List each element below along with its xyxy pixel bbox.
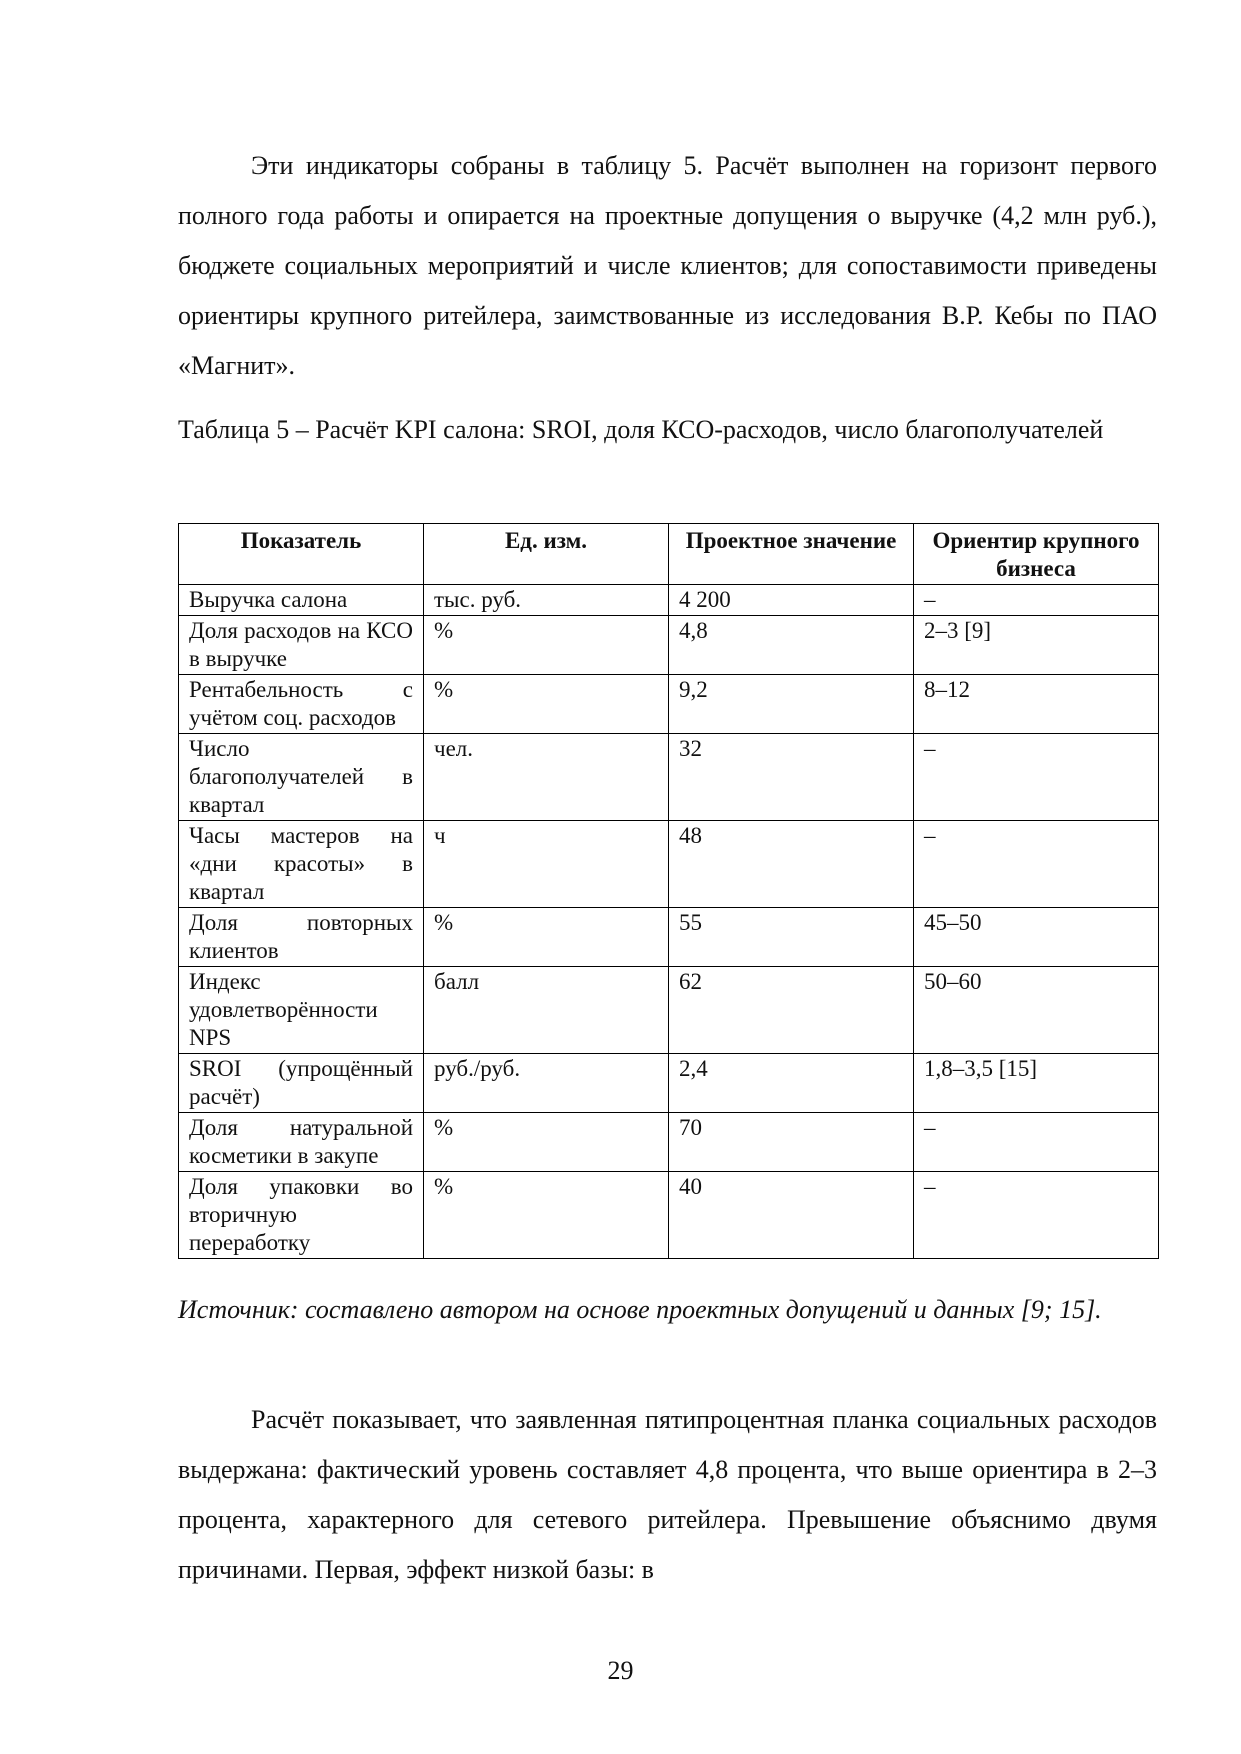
- cell-benchmark: –: [914, 734, 1159, 821]
- cell-benchmark: –: [914, 585, 1159, 616]
- header-benchmark: Ориентир крупного бизнеса: [914, 524, 1159, 585]
- cell-value: 32: [669, 734, 914, 821]
- table-source-note: Источник: составлено автором на основе проектных допущений и данных [9; 15].: [178, 1295, 1102, 1324]
- cell-unit: %: [424, 1172, 669, 1259]
- cell-unit: чел.: [424, 734, 669, 821]
- cell-value: 4,8: [669, 616, 914, 675]
- table-caption: Таблица 5 – Расчёт KPI салона: SROI, доля КСО-расходов, число благополучателей: [178, 415, 1104, 444]
- cell-indicator: Доля упаковки во вторичную переработку: [179, 1172, 424, 1259]
- cell-indicator: Доля повторных клиентов: [179, 908, 424, 967]
- cell-benchmark: –: [914, 821, 1159, 908]
- cell-indicator: Доля расходов на КСО в выручке: [179, 616, 424, 675]
- cell-benchmark: 8–12: [914, 675, 1159, 734]
- page-number: 29: [607, 1656, 634, 1685]
- cell-unit: балл: [424, 967, 669, 1054]
- cell-unit: тыс. руб.: [424, 585, 669, 616]
- cell-benchmark: 45–50: [914, 908, 1159, 967]
- cell-indicator: SROI (упрощённый расчёт): [179, 1054, 424, 1113]
- cell-value: 40: [669, 1172, 914, 1259]
- cell-unit: %: [424, 1113, 669, 1172]
- table-row: [179, 585, 1159, 616]
- cell-unit: ч: [424, 821, 669, 908]
- cell-value: 55: [669, 908, 914, 967]
- table-row: [179, 821, 1159, 908]
- table-row: [179, 1054, 1159, 1113]
- cell-indicator: Индекс удовлетворённости NPS: [179, 967, 424, 1054]
- cell-indicator: Выручка салона: [179, 585, 424, 616]
- cell-benchmark: –: [914, 1113, 1159, 1172]
- table-row: [179, 675, 1159, 734]
- cell-indicator: Доля натуральной косметики в закупе: [179, 1113, 424, 1172]
- table-row: [179, 616, 1159, 675]
- cell-value: 4 200: [669, 585, 914, 616]
- cell-benchmark: –: [914, 1172, 1159, 1259]
- cell-unit: %: [424, 908, 669, 967]
- paragraph-intro: Эти индикаторы собраны в таблицу 5. Расчёт выполнен на горизонт первого полного года работы и опирается на проектные допущения о выручке (4,2 млн руб.), бюджете социальных мероприятий и числе клиентов; для сопоставимости приведены ориентиры крупного ритейлера, заимствованные из исследования В.Р. Кебы по ПАО «Магнит».: [178, 151, 1157, 380]
- cell-value: 70: [669, 1113, 914, 1172]
- cell-unit: %: [424, 616, 669, 675]
- table-row: [179, 908, 1159, 967]
- header-project-value: Проектное значение: [669, 524, 914, 585]
- cell-benchmark: 1,8–3,5 [15]: [914, 1054, 1159, 1113]
- cell-value: 2,4: [669, 1054, 914, 1113]
- cell-value: 62: [669, 967, 914, 1054]
- cell-value: 48: [669, 821, 914, 908]
- table-row: [179, 967, 1159, 1054]
- cell-benchmark: 2–3 [9]: [914, 616, 1159, 675]
- cell-indicator: Число благополучателей в квартал: [179, 734, 424, 821]
- table-header-row: [179, 524, 1159, 585]
- header-unit: Ед. изм.: [424, 524, 669, 585]
- cell-indicator: Часы мастеров на «дни красоты» в квартал: [179, 821, 424, 908]
- cell-benchmark: 50–60: [914, 967, 1159, 1054]
- cell-value: 9,2: [669, 675, 914, 734]
- table-row: [179, 734, 1159, 821]
- cell-unit: %: [424, 675, 669, 734]
- header-indicator: Показатель: [179, 524, 424, 585]
- paragraph-analysis: Расчёт показывает, что заявленная пятипроцентная планка социальных расходов выдержана: фактический уровень составляет 4,8 процента, что выше ориентира в 2–3 процента, характерного для сетевого ритейлера. Превышение объяснимо двумя причинами. Первая, эффект низкой базы: в: [178, 1405, 1157, 1584]
- table-row: [179, 1172, 1159, 1259]
- cell-unit: руб./руб.: [424, 1054, 669, 1113]
- cell-indicator: Рентабельность с учётом соц. расходов: [179, 675, 424, 734]
- table-row: [179, 1113, 1159, 1172]
- kpi-table: [178, 523, 1159, 1259]
